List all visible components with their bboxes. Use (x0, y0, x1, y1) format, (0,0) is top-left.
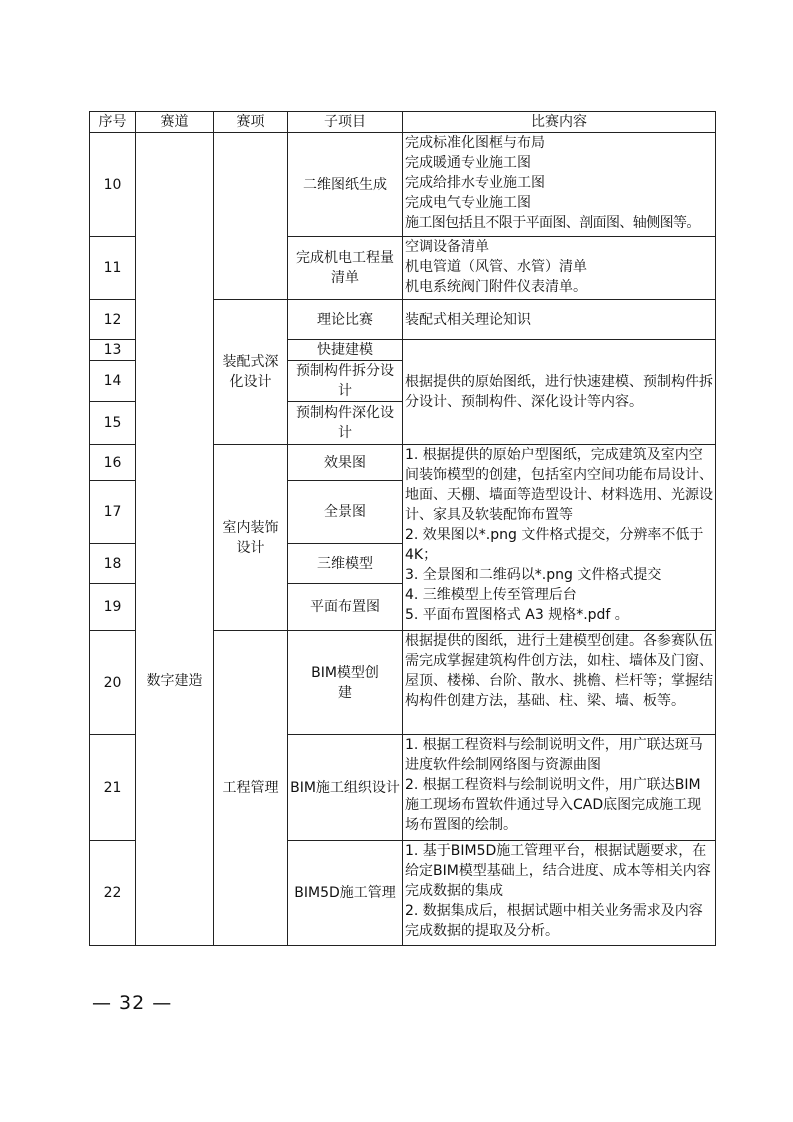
event-cell-engineering: 工程管理 (214, 631, 288, 946)
track-label: 数字建造 (146, 673, 203, 689)
row-number: 11 (90, 237, 136, 300)
content-cell: 1. 基于BIM5D施工管理平台，根据试题要求，在给定BIM模型基础上，结合进度、成本等相关内容完成数据的集成 2. 数据集成后，根据试题中相关业务需求及内容完成数据的提取及分析。 (403, 841, 716, 946)
subitem-cell: BIM模型创建 (288, 631, 403, 735)
competition-table (89, 111, 716, 946)
interior-shared-content: 1. 根据提供的原始户型图纸，完成建筑及室内空间装饰模型的创建，包括室内空间功能布局设计、地面、天棚、墙面等造型设计、材料选用、光源设计、家具及软装配饰布置等 2. 效果图以*.png 文件格式提交，分辨率不低于 4K； 3. 全景图和二维码以*.png 文件格式提交 4. 三维模型上传至管理后台 5. 平面布置图格式 A3 规格*.pdf 。 (403, 445, 716, 631)
row-number: 21 (90, 735, 136, 841)
header-track: 赛道 (136, 112, 214, 133)
subitem-cell: 二维图纸生成 (288, 133, 403, 237)
row-number: 10 (90, 133, 136, 237)
row-number: 16 (90, 445, 136, 481)
content-cell: 1. 根据工程资料与绘制说明文件，用广联达斑马进度软件绘制网络图与资源曲图 2. 根据工程资料与绘制说明文件，用广联达BIM施工现场布置软件通过导入CAD底图完成施工现场布置图的绘制。 (403, 735, 716, 841)
page-number: — 32 — (92, 992, 173, 1014)
content-cell: 空调设备清单 机电管道（风管、水管）清单 机电系统阀门附件仪表清单。 (403, 237, 716, 300)
content-cell: 装配式相关理论知识 (403, 300, 716, 340)
row-number: 18 (90, 544, 136, 584)
subitem-cell: 快捷建模 (288, 340, 403, 361)
row-number: 15 (90, 402, 136, 445)
header-subitem: 子项目 (288, 112, 403, 133)
track-cell (136, 133, 214, 946)
subitem-cell: 完成机电工程量清单 (288, 237, 403, 300)
row-number: 20 (90, 631, 136, 735)
row-number: 14 (90, 361, 136, 402)
row-number: 22 (90, 841, 136, 946)
row-number: 19 (90, 584, 136, 631)
subitem-cell: 全景图 (288, 481, 403, 544)
event-cell-prefab: 装配式深化设计 (214, 300, 288, 445)
subitem-cell: BIM5D施工管理 (288, 841, 403, 946)
header-event: 赛项 (214, 112, 288, 133)
row-number: 13 (90, 340, 136, 361)
row-number: 12 (90, 300, 136, 340)
event-cell-blank (214, 133, 288, 300)
subitem-cell: 效果图 (288, 445, 403, 481)
header-serial: 序号 (90, 112, 136, 133)
event-cell-interior: 室内装饰设计 (214, 445, 288, 631)
header-content: 比赛内容 (403, 112, 716, 133)
subitem-cell: 平面布置图 (288, 584, 403, 631)
table-header-row (90, 112, 716, 133)
subitem-cell: 理论比赛 (288, 300, 403, 340)
subitem-cell: BIM施工组织设计 (288, 735, 403, 841)
subitem-cell: 预制构件拆分设计 (288, 361, 403, 402)
content-cell: 完成标准化图框与布局 完成暖通专业施工图 完成给排水专业施工图 完成电气专业施工图 施工图包括且不限于平面图、剖面图、轴侧图等。 (403, 133, 716, 237)
table-row (90, 133, 716, 237)
content-cell: 根据提供的图纸，进行土建模型创建。各参赛队伍需完成掌握建筑构件创方法，如柱、墙体及门窗、屋顶、楼梯、台阶、散水、挑檐、栏杆等；掌握结构构件创建方法，基础、柱、梁、墙、板等。 (403, 631, 716, 735)
subitem-cell: 预制构件深化设计 (288, 402, 403, 445)
subitem-cell: 三维模型 (288, 544, 403, 584)
row-number: 17 (90, 481, 136, 544)
prefab-shared-content: 根据提供的原始图纸，进行快速建模、预制构件拆分设计、预制构件、深化设计等内容。 (403, 340, 716, 445)
